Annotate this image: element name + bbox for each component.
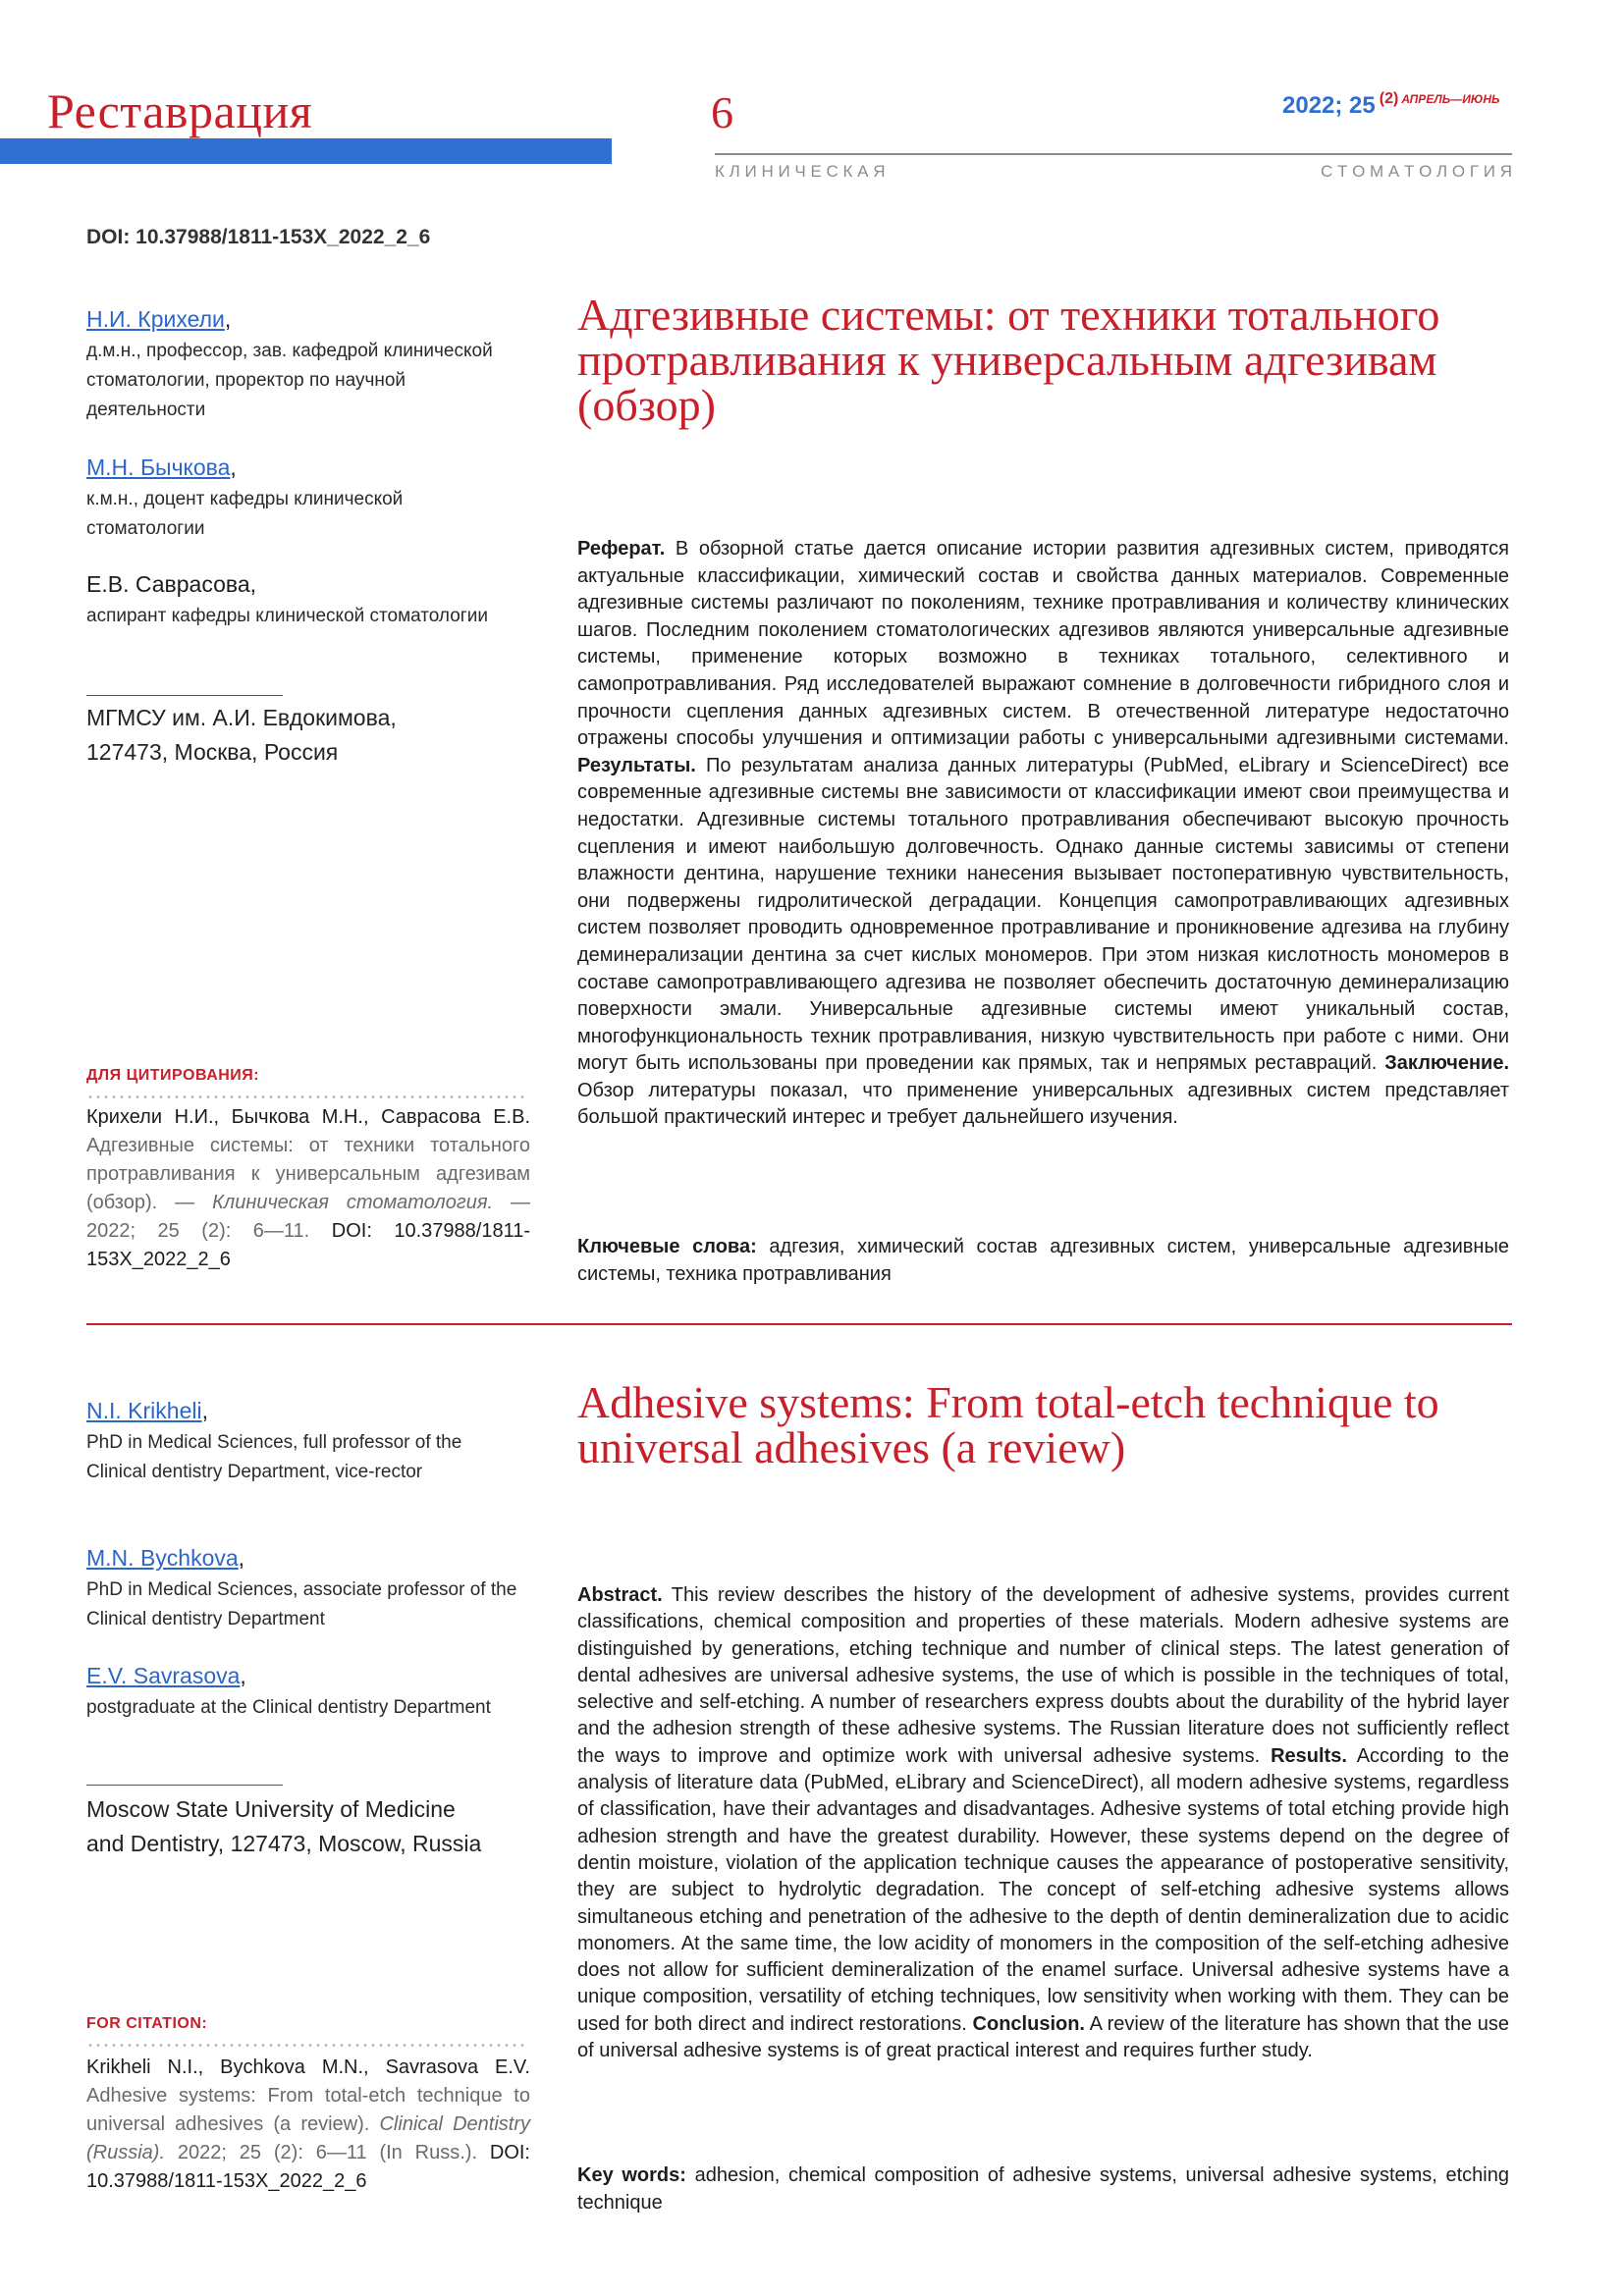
doi: DOI: 10.37988/1811-153X_2022_2_6 [86, 226, 431, 248]
ru-abstract: Реферат. В обзорной статье дается описание истории развития адгезивных систем, приводятся актуальные классификации, химический состав и свойства данных материалов. Современные адгезивные системы различают по поколениям, технике протравливания и количеству клинических шагов. Последним поколением стоматологических адгезивов являются универсальные адгезивные системы, применение которых возможно в техниках тотального, селективного и самопротравливания. Ряд исследователей выражают сомнение в долговечности гибридного слоя и прочности сцепления данных адгезивных систем. В отечественной литературе недостаточно отражены способы улучшения и оптимизации работы с универсальными адгезивными системами. Результаты. По результатам анализа данных литературы (PubMed, eLibrary и ScienceDirect) все современные адгезивные системы вне зависимости от классификации имеют свои преимущества и недостатки. Адгезивные системы тотального протравливания обеспечивают высокую прочность сцепления и имеют наибольшую долговечность. Однако данные системы зависимы от степени влажности дентина, нарушение техники нанесения вызывает постоперативную чувствительность, они подвержены гидролитической деградации. Концепция самопротравливающих адгезивных систем позволяет проводить одновременное протравливание и проникновение адгезива на глубину деминерализации дентина за счет кислых мономеров. При этом низкая кислотность мономеров в составе самопротравливающего адгезива не позволяет обеспечить достаточную деминерализацию поверхности эмали. Универсальные адгезивные системы имеют уникальный состав, многофункциональность техник протравливания, низкую чувствительность при работе с ними. Они могут быть использованы при проведении как прямых, так и непрямых реставраций. Заключение. Обзор литературы показал, что применение универсальных адгезивных систем представляет большой практический интерес и требует дальнейшего изучения. [577, 538, 1509, 1129]
en-affiliation: Moscow State University of Medicine and Dentistry, 127473, Moscow, Russia [86, 1796, 482, 1856]
en-author-2-link[interactable]: M.N. Bychkova [86, 1545, 239, 1571]
ru-author-2-link[interactable]: М.Н. Бычкова [86, 454, 231, 480]
language-divider [86, 1323, 1512, 1325]
en-author-2-desc: PhD in Medical Sciences, associate professor of the Clinical dentistry Department [86, 1579, 517, 1629]
en-author-1-desc: PhD in Medical Sciences, full professor of the Clinical dentistry Department, vice-rector [86, 1432, 462, 1482]
ru-author-1: Н.И. Крихели, д.м.н., профессор, зав. кафедрой клинической стоматологии, проректор по научной деятельности [86, 306, 518, 425]
ru-keywords: Ключевые слова: адгезия, химический состав адгезивных систем, универсальные адгезивные системы, техника протравливания [577, 1236, 1509, 1285]
en-author-1: N.I. Krikheli, PhD in Medical Sciences, full professor of the Clinical dentistry Department, vice-rector [86, 1398, 518, 1487]
ru-author-1-link[interactable]: Н.И. Крихели [86, 306, 225, 332]
journal-name-word-1: К Л И Н И Ч Е С К А Я [715, 162, 886, 181]
issue-number: (2) [1379, 90, 1399, 107]
en-keywords: Key words: adhesion, chemical composition of adhesive systems, universal adhesive systems, etching technique [577, 2164, 1509, 2214]
journal-name [715, 162, 1512, 182]
en-citation-dots [86, 2044, 528, 2047]
en-article-title: Adhesive systems: From total-etch technique to universal adhesives (a review) [577, 1377, 1439, 1472]
en-author-1-link[interactable]: N.I. Krikheli [86, 1398, 202, 1423]
en-author-3-link[interactable]: E.V. Savrasova [86, 1663, 241, 1688]
ru-author-1-desc: д.м.н., профессор, зав. кафедрой клинической стоматологии, проректор по научной деятельности [86, 341, 493, 420]
en-author-2: M.N. Bychkova, PhD in Medical Sciences, associate professor of the Clinical dentistry Department [86, 1545, 518, 1634]
ru-affiliation: МГМСУ им. А.И. Евдокимова, 127473, Москва, Россия [86, 705, 397, 765]
issue-info [1282, 90, 1500, 120]
ru-affiliation-rule [86, 695, 283, 696]
en-citation-heading: FOR CITATION: [86, 2015, 208, 2032]
journal-rule [715, 153, 1512, 155]
issue-year: 2022; 25 [1282, 92, 1376, 119]
section-bar [0, 138, 612, 164]
ru-author-2: М.Н. Бычкова, к.м.н., доцент кафедры клинической стоматологии [86, 454, 518, 544]
ru-author-2-desc: к.м.н., доцент кафедры клинической стоматологии [86, 489, 404, 539]
ru-citation: Крихели Н.И., Бычкова М.Н., Саврасова Е.В. Адгезивные системы: от техники тотального протравливания к универсальным адгезивам (обзор). — Клиническая стоматология. — 2022; 25 (2): 6—11. DOI: 10.37988/1811-153X_2022_2_6 [86, 1106, 531, 1270]
ru-citation-dots [86, 1095, 528, 1098]
en-citation: Krikheli N.I., Bychkova M.N., Savrasova E.V. Adhesive systems: From total-etch technique to universal adhesives (a review). Clinical Dentistry (Russia). 2022; 25 (2): 6—11 (In Russ.). DOI: 10.37988/1811-153X_2022_2_6 [86, 2056, 530, 2192]
en-author-3: E.V. Savrasova, postgraduate at the Clinical dentistry Department [86, 1663, 518, 1723]
ru-article-title: Адгезивные системы: от техники тотального протравливания к универсальным адгезивам (обзор) [577, 290, 1440, 430]
section-name: Реставрация [47, 83, 313, 138]
en-author-3-desc: postgraduate at the Clinical dentistry Department [86, 1697, 491, 1718]
issue-months: АПРЕЛЬ—ИЮНЬ [1401, 92, 1500, 106]
page-number: 6 [711, 87, 733, 137]
journal-name-word-2: С Т О М А Т О Л О Г И Я [1320, 162, 1512, 181]
ru-author-3-name: Е.В. Саврасова, [86, 571, 257, 597]
en-abstract: Abstract. This review describes the history of the development of adhesive systems, provides current classifications, chemical composition and properties of these materials. Modern adhesive systems are distinguished by generations, etching technique and number of clinical steps. The latest generation of dental adhesives are universal adhesive systems, the use of which is possible in the techniques of total, selective and self-etching. A number of researchers express doubts about the durability of the hybrid layer and the adhesion strength of these adhesive systems. The Russian literature does not sufficiently reflect the ways to improve and optimize work with universal adhesive systems. Results. According to the analysis of literature data (PubMed, eLibrary and ScienceDirect), all modern adhesive systems, regardless of classification, have their advantages and disadvantages. Adhesive systems of total etching provide high adhesion strength and have the greatest durability. However, these systems depend on the degree of dentin moisture, violation of the application technique causes the appearance of postoperative sensitivity, they are subject to hydrolytic degradation. The concept of self-etching adhesive systems allows simultaneous etching and penetration of the adhesive to the depth of dentin demineralization due to acidic monomers. At the same time, the low acidity of monomers in the composition of the self-etching adhesive does not allow for sufficient demineralization of the enamel surface. Universal adhesive systems have a unique composition, versatility of etching techniques, low sensitivity when working with them. They can be used for both direct and indirect restorations. Conclusion. A review of the literature has shown that the use of universal adhesive systems is of great practical interest and requires further study. [577, 1584, 1509, 2062]
en-affiliation-rule [86, 1785, 283, 1786]
ru-citation-heading: ДЛЯ ЦИТИРОВАНИЯ: [86, 1067, 260, 1084]
ru-author-3-desc: аспирант кафедры клинической стоматологии [86, 606, 488, 626]
ru-author-3 [86, 571, 518, 631]
